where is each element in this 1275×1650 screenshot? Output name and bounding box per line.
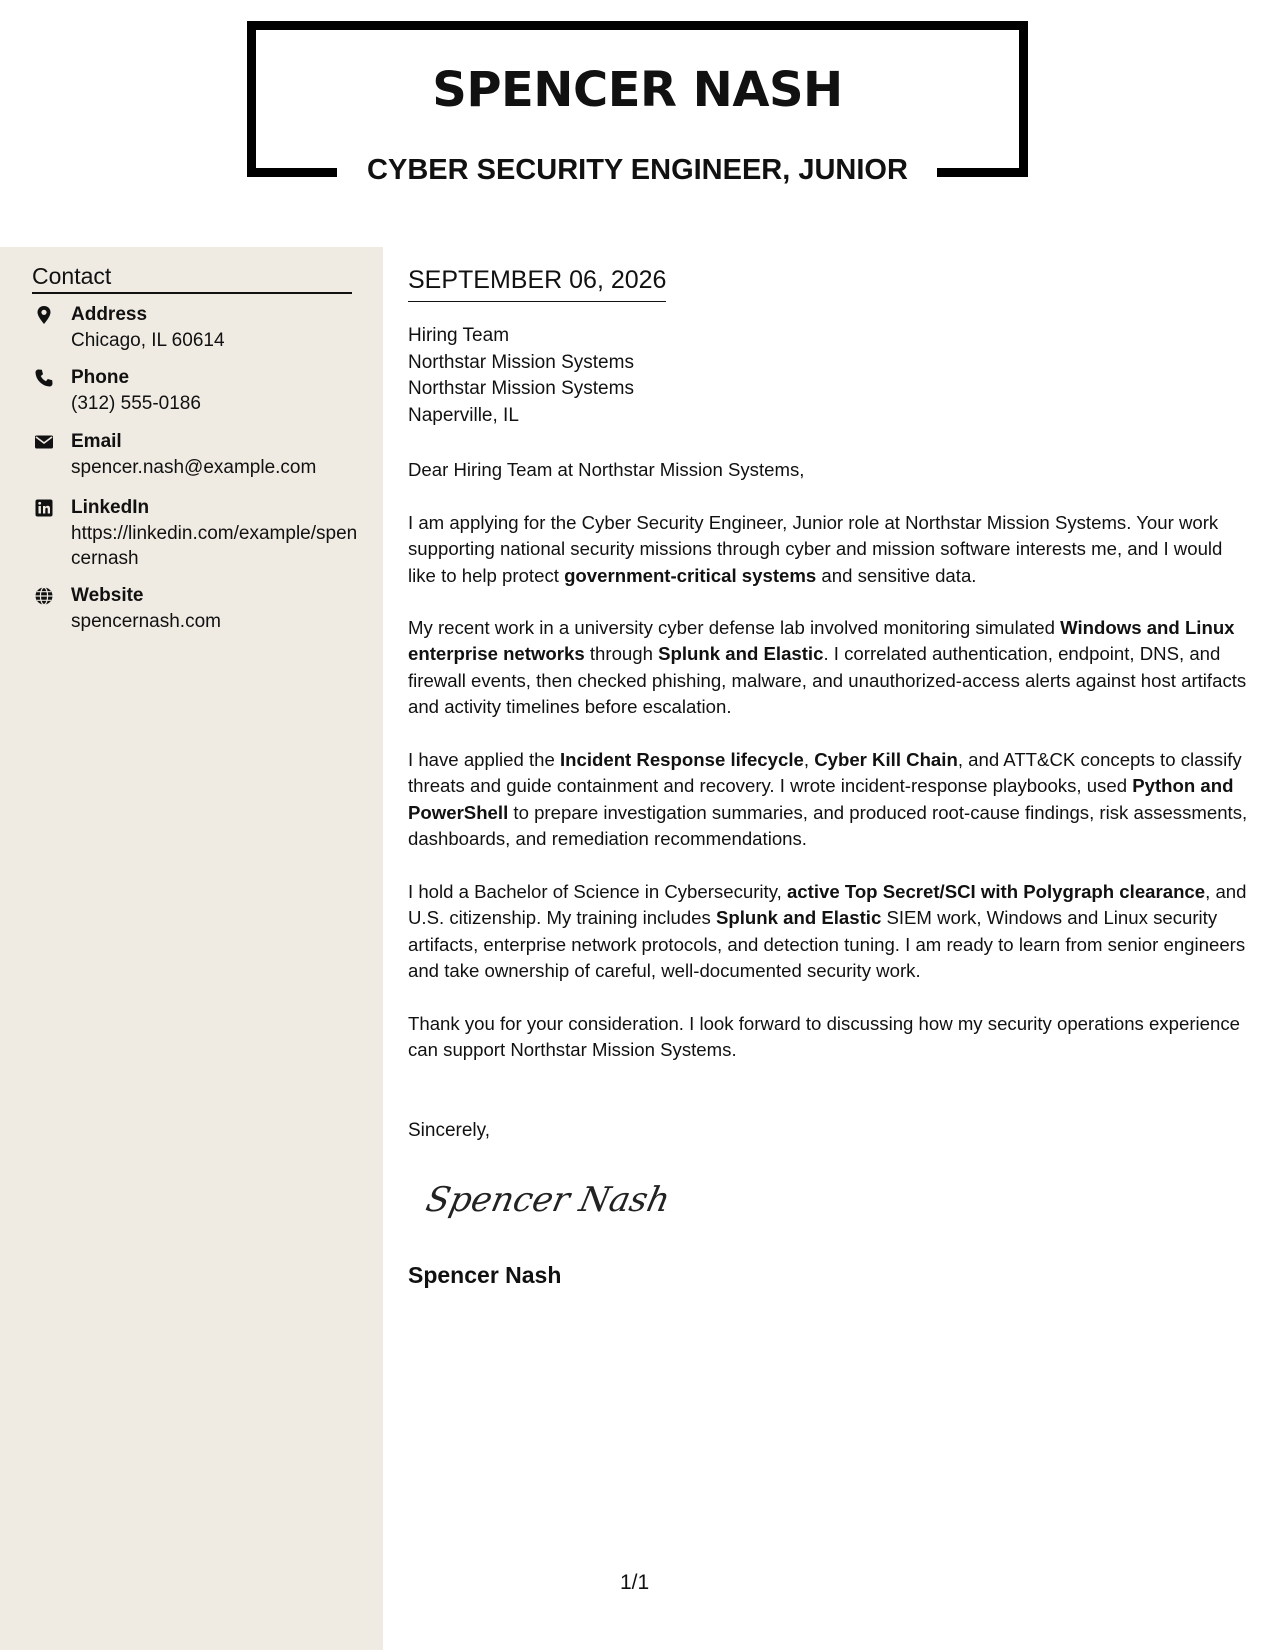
letter-date: SEPTEMBER 06, 2026	[408, 265, 666, 302]
recipient-line: Hiring Team	[408, 325, 510, 346]
page-number: 1/1	[620, 1571, 650, 1594]
paragraph-text: through	[584, 643, 659, 665]
letter-paragraph	[408, 615, 1248, 721]
paragraph-text: I hold a Bachelor of Science in Cybersecurity,	[408, 881, 787, 902]
emphasized-text: Windows and Linux enterprise networks	[408, 617, 1235, 665]
contact-linkedin-value[interactable]: https://linkedin.com/example/spencernash	[71, 523, 358, 569]
contact-heading: Contact	[32, 262, 352, 294]
recipient-line: Naperville, IL	[408, 404, 519, 426]
letter-closing: Sincerely,	[408, 1120, 491, 1141]
recipient-line: Northstar Mission Systems	[408, 378, 634, 399]
paragraph-text: , and U.S. citizenship. My training includes	[408, 881, 1247, 929]
contact-address-value: Chicago, IL 60614	[71, 330, 225, 351]
paragraph-text: . I correlated authentication, endpoint, DNS, and firewall events, then checked phishing, malware, and unauthorized-access alerts against host artifacts and activity timelines before escalation.	[408, 643, 1247, 718]
job-title: CYBER SECURITY ENGINEER, JUNIOR	[367, 154, 908, 186]
emphasized-text: Cyber Kill Chain	[814, 749, 958, 770]
paragraph-text: ,	[803, 749, 815, 770]
map-pin-icon	[34, 305, 54, 325]
phone-icon	[34, 368, 54, 388]
contact-website-value[interactable]: spencernash.com	[71, 611, 221, 632]
recipient-block	[408, 323, 634, 429]
letter-paragraph	[408, 1011, 1248, 1064]
paragraph-text: and sensitive data.	[816, 564, 977, 586]
handwritten-signature	[422, 1175, 674, 1225]
contact-email-value[interactable]: spencer.nash@example.com	[71, 457, 317, 478]
paragraph-text: I am applying for the Cyber Security Engineer, Junior role at Northstar Mission Systems. Your work supporting national security missions through cyber and mission software interests me, and I would like to help protect	[408, 512, 1223, 586]
emphasized-text: active Top Secret/SCI with Polygraph clearance	[786, 881, 1206, 902]
paragraph-text: , and ATT&CK concepts to classify threats and guide containment and recovery. I wrote incident-response playbooks, used	[408, 749, 1242, 797]
emphasized-text: Splunk and Elastic	[715, 907, 882, 929]
globe-icon	[34, 586, 54, 606]
letter-paragraph	[408, 510, 1248, 589]
applicant-name: SPENCER NASH	[432, 62, 843, 118]
envelope-icon	[34, 432, 54, 452]
letter-greeting: Dear Hiring Team at Northstar Mission Systems,	[408, 459, 805, 480]
contact-linkedin-label: LinkedIn	[71, 497, 150, 518]
contact-email-label: Email	[71, 431, 122, 452]
contact-address-label: Address	[71, 304, 148, 325]
paragraph-text: SIEM work, Windows and Linux security artifacts, enterprise network protocols, and detection tuning. I am ready to learn from senior engineers and take ownership of careful, well-documented security work.	[408, 907, 1246, 982]
contact-website-label: Website	[71, 585, 144, 606]
emphasized-text: government-critical systems	[564, 564, 817, 586]
letter-paragraph	[408, 747, 1248, 853]
letter-paragraph	[408, 879, 1248, 985]
linkedin-icon	[34, 498, 54, 518]
contact-phone-label: Phone	[71, 367, 130, 388]
paragraph-text: to prepare investigation summaries, and produced root-cause findings, risk assessments, dashboards, and remediation recommendations.	[408, 801, 1248, 850]
signature-text: Spencer Nash	[422, 1180, 674, 1220]
recipient-line: Northstar Mission Systems	[408, 351, 634, 373]
paragraph-text: I have applied the	[408, 749, 560, 770]
contact-phone-value: (312) 555-0186	[71, 393, 201, 414]
paragraph-text: My recent work in a university cyber defense lab involved monitoring simulated	[408, 617, 1061, 638]
signer-name: Spencer Nash	[408, 1262, 562, 1288]
emphasized-text: Incident Response lifecycle	[559, 749, 804, 770]
paragraph-text: Thank you for your consideration. I look forward to discussing how my security operations experience can support Northstar Mission Systems.	[408, 1013, 1240, 1061]
emphasized-text: Python and PowerShell	[408, 775, 1234, 823]
emphasized-text: Splunk and Elastic	[658, 643, 824, 665]
